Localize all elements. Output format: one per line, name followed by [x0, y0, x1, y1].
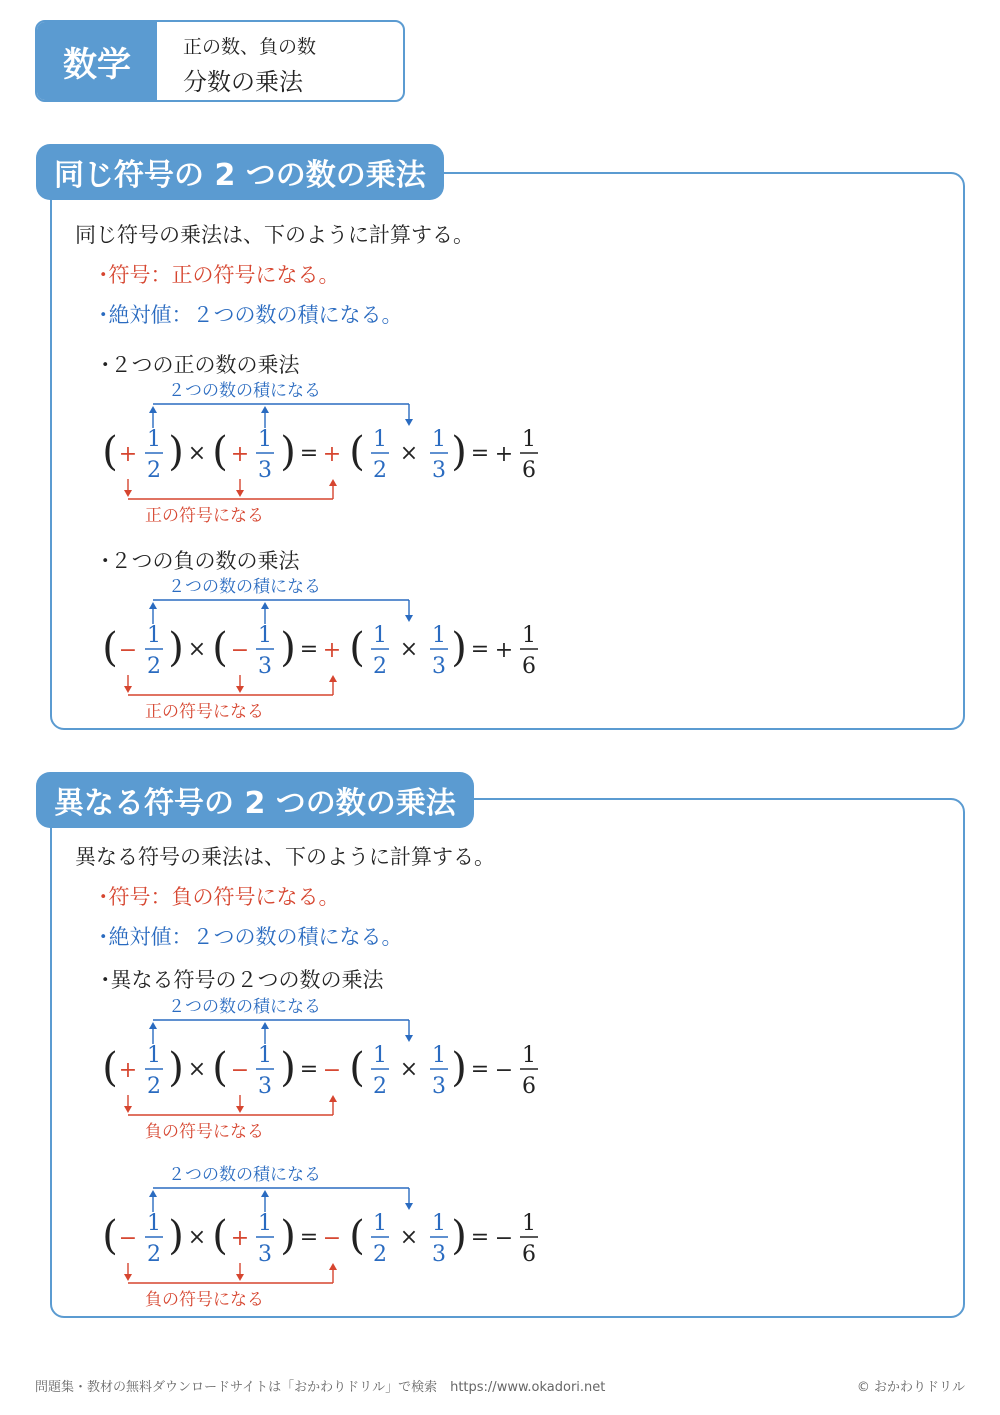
footer-note: 問題集・教材の無料ダウンロードサイトは「おかわりドリル」で検索 https://www.okadori.net	[35, 1380, 606, 1395]
equals-1: =	[299, 1225, 319, 1250]
product-arrow-1-head	[149, 1022, 157, 1029]
equation-4	[102, 1165, 538, 1310]
product-label: ２つの数の積になる	[168, 381, 321, 401]
sign-1: −	[118, 1226, 138, 1251]
fraction-result-numerator: 1	[522, 1043, 536, 1068]
result-sign: +	[322, 638, 342, 663]
equation-1	[102, 381, 538, 526]
product-arrow-1-head	[149, 602, 157, 609]
paren-close-1: )	[168, 1045, 184, 1091]
section2-sub1-heading: ･異なる符号の２つの数の乗法	[100, 968, 384, 992]
fraction-1-denominator: 2	[147, 458, 161, 483]
sign-2: −	[230, 638, 250, 663]
paren-open-1: (	[102, 429, 118, 475]
fraction-result-denominator: 6	[522, 1074, 536, 1099]
equals-1: =	[299, 637, 319, 662]
product-label: ２つの数の積になる	[168, 577, 321, 597]
fraction-3-numerator: 1	[373, 623, 387, 648]
section2-rule-abs: ･絶対値：２つの数の積になる。	[98, 925, 403, 949]
fraction-result-denominator: 6	[522, 458, 536, 483]
fraction-2-denominator: 3	[258, 458, 272, 483]
paren-open-3: (	[349, 1045, 365, 1091]
times-2: ×	[399, 1225, 419, 1250]
paren-open-3: (	[349, 625, 365, 671]
result-sign: −	[322, 1226, 342, 1251]
sign-2: +	[230, 442, 250, 467]
fraction-1-denominator: 2	[147, 1074, 161, 1099]
paren-close-2: )	[280, 1213, 296, 1259]
sign-arrow-3-head	[329, 479, 337, 486]
paren-open-2: (	[212, 1045, 228, 1091]
sign-arrow-2-head	[236, 1274, 244, 1281]
sign-label: 負の符号になる	[145, 1122, 264, 1142]
times-2: ×	[399, 441, 419, 466]
section-diff-sign-title: 異なる符号の 2 つの数の乗法	[36, 772, 474, 828]
equation-3	[102, 997, 538, 1142]
paren-close-2: )	[280, 429, 296, 475]
paren-close-1: )	[168, 429, 184, 475]
sign-arrow-3-head	[329, 1095, 337, 1102]
fraction-3-denominator: 2	[373, 458, 387, 483]
fraction-1-numerator: 1	[147, 623, 161, 648]
fraction-result-numerator: 1	[522, 623, 536, 648]
times-1: ×	[187, 1225, 207, 1250]
product-label: ２つの数の積になる	[168, 1165, 321, 1185]
paren-open-2: (	[212, 429, 228, 475]
fraction-3-denominator: 2	[373, 1074, 387, 1099]
section1-sub2-heading: ･２つの負の数の乗法	[100, 549, 300, 573]
paren-close-1: )	[168, 625, 184, 671]
product-arrow-2-head	[261, 1190, 269, 1197]
product-arrow-3-head	[405, 1203, 413, 1210]
product-arrow-3-head	[405, 615, 413, 622]
topic-chapter: 正の数、負の数	[183, 36, 317, 58]
fraction-result-denominator: 6	[522, 1242, 536, 1267]
paren-close-1: )	[168, 1213, 184, 1259]
fraction-4-numerator: 1	[432, 1211, 446, 1236]
sign-arrow-3-head	[329, 1263, 337, 1270]
paren-open-2: (	[212, 1213, 228, 1259]
fraction-2-numerator: 1	[258, 1043, 272, 1068]
fraction-4-numerator: 1	[432, 427, 446, 452]
sign-arrow-2-head	[236, 1106, 244, 1113]
times-2: ×	[399, 637, 419, 662]
fraction-3-denominator: 2	[373, 654, 387, 679]
sign-2: −	[230, 1058, 250, 1083]
sign-2: +	[230, 1226, 250, 1251]
fraction-1-denominator: 2	[147, 654, 161, 679]
fraction-1-numerator: 1	[147, 1043, 161, 1068]
fraction-4-denominator: 3	[432, 1074, 446, 1099]
fraction-4-denominator: 3	[432, 458, 446, 483]
section2-intro: 異なる符号の乗法は、下のように計算する。	[75, 845, 495, 869]
fraction-result-denominator: 6	[522, 654, 536, 679]
sign-arrow-2-head	[236, 490, 244, 497]
section-same-sign-title: 同じ符号の 2 つの数の乗法	[36, 144, 444, 200]
final-sign: −	[494, 1226, 514, 1251]
equals-2: =	[470, 1057, 490, 1082]
paren-close-2: )	[280, 1045, 296, 1091]
fraction-2-denominator: 3	[258, 1074, 272, 1099]
sign-arrow-1-head	[124, 1106, 132, 1113]
paren-open-1: (	[102, 625, 118, 671]
sign-1: +	[118, 1058, 138, 1083]
paren-close-3: )	[451, 625, 467, 671]
sign-arrow-1-head	[124, 686, 132, 693]
times-1: ×	[187, 637, 207, 662]
equals-2: =	[470, 1225, 490, 1250]
result-sign: +	[322, 442, 342, 467]
equation-2	[102, 577, 538, 722]
paren-open-1: (	[102, 1213, 118, 1259]
fraction-result-numerator: 1	[522, 1211, 536, 1236]
footer-copyright: © おかわりドリル	[856, 1380, 965, 1395]
fraction-4-denominator: 3	[432, 1242, 446, 1267]
fraction-1-denominator: 2	[147, 1242, 161, 1267]
product-arrow-2-head	[261, 406, 269, 413]
product-arrow-3-head	[405, 1035, 413, 1042]
sign-label: 正の符号になる	[145, 702, 264, 722]
sign-arrow-3-head	[329, 675, 337, 682]
equals-1: =	[299, 1057, 319, 1082]
final-sign: +	[494, 442, 514, 467]
paren-close-2: )	[280, 625, 296, 671]
paren-close-3: )	[451, 1213, 467, 1259]
subject-label: 数学	[37, 22, 157, 100]
times-2: ×	[399, 1057, 419, 1082]
fraction-2-numerator: 1	[258, 1211, 272, 1236]
product-arrow-1-head	[149, 1190, 157, 1197]
paren-close-3: )	[451, 1045, 467, 1091]
product-label: ２つの数の積になる	[168, 997, 321, 1017]
sign-label: 正の符号になる	[145, 506, 264, 526]
result-sign: −	[322, 1058, 342, 1083]
equals-2: =	[470, 441, 490, 466]
fraction-4-denominator: 3	[432, 654, 446, 679]
product-arrow-3-head	[405, 419, 413, 426]
fraction-result-numerator: 1	[522, 427, 536, 452]
paren-open-3: (	[349, 429, 365, 475]
equals-1: =	[299, 441, 319, 466]
paren-open-2: (	[212, 625, 228, 671]
fraction-2-denominator: 3	[258, 1242, 272, 1267]
times-1: ×	[187, 441, 207, 466]
final-sign: −	[494, 1058, 514, 1083]
paren-open-3: (	[349, 1213, 365, 1259]
fraction-2-numerator: 1	[258, 623, 272, 648]
section2-rule-sign: ･符号：負の符号になる。	[98, 885, 340, 909]
fraction-4-numerator: 1	[432, 1043, 446, 1068]
fraction-1-numerator: 1	[147, 1211, 161, 1236]
sign-arrow-1-head	[124, 490, 132, 497]
fraction-3-numerator: 1	[373, 427, 387, 452]
fraction-4-numerator: 1	[432, 623, 446, 648]
fraction-3-numerator: 1	[373, 1043, 387, 1068]
sign-arrow-1-head	[124, 1274, 132, 1281]
section1-rule-sign: ･符号：正の符号になる。	[98, 263, 340, 287]
paren-close-3: )	[451, 429, 467, 475]
product-arrow-2-head	[261, 602, 269, 609]
fraction-2-numerator: 1	[258, 427, 272, 452]
sign-arrow-2-head	[236, 686, 244, 693]
times-1: ×	[187, 1057, 207, 1082]
section1-rule-abs: ･絶対値：２つの数の積になる。	[98, 303, 403, 327]
sign-label: 負の符号になる	[145, 1290, 264, 1310]
fraction-2-denominator: 3	[258, 654, 272, 679]
product-arrow-1-head	[149, 406, 157, 413]
product-arrow-2-head	[261, 1022, 269, 1029]
sign-1: +	[118, 442, 138, 467]
topic-title: 分数の乗法	[183, 68, 303, 96]
section1-sub1-heading: ･２つの正の数の乗法	[100, 353, 300, 377]
fraction-3-denominator: 2	[373, 1242, 387, 1267]
section1-intro: 同じ符号の乗法は、下のように計算する。	[75, 223, 474, 247]
equals-2: =	[470, 637, 490, 662]
paren-open-1: (	[102, 1045, 118, 1091]
fraction-3-numerator: 1	[373, 1211, 387, 1236]
final-sign: +	[494, 638, 514, 663]
sign-1: −	[118, 638, 138, 663]
fraction-1-numerator: 1	[147, 427, 161, 452]
